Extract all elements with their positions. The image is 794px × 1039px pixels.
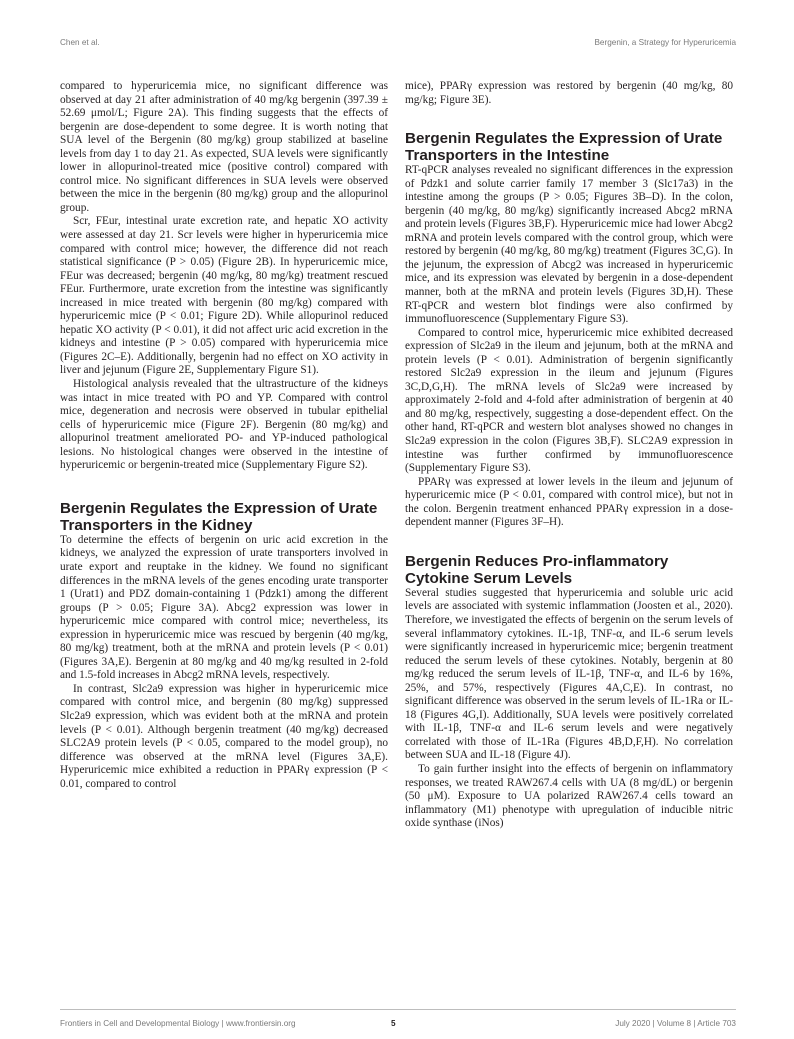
left-column xyxy=(60,80,388,791)
paragraph: mice), PPARγ expression was restored by bergenin (40 mg/kg, 80 mg/kg; Figure 3E). xyxy=(405,80,733,106)
paragraph: In contrast, Slc2a9 expression was higher in hyperuricemic mice compared with control mice, and bergenin (80 mg/kg) suppressed Slc2a9 expression, which was evident both at the mRNA and protein levels (P < 0.01). Although bergenin treatment (40 mg/kg) decreased SLC2A9 protein levels (P < 0.05, compared to the model group), no difference was observed at the mRNA level (Figures 3A,E). Hyperuricemic mice exhibited a reduction in PPARγ expression (P < 0.01, compared to control xyxy=(60,682,388,790)
paragraph: RT-qPCR analyses revealed no significant differences in the expression of Pdzk1 and solute carrier family 17 member 3 (Slc17a3) in the intestine among the groups (P > 0.05; Figures 3B–D). In the colon, bergenin (40 mg/kg, 80 mg/kg) significantly increased Abcg2 mRNA and protein levels (Figures 3B,F). Hyperuricemic mice had lower Abcg2 mRNA and protein levels compared with the control group, which were restored by bergenin (40 mg/kg, 80 mg/kg) treatment (Figures 3C,G). In the jejunum, the expression of Abcg2 was increased in hyperuricemic mice, and its expression was elevated by bergenin in a dose-dependent manner, both at the mRNA and protein levels (Figures 3D,H). These RT-qPCR and western blot findings were also confirmed by immunofluorescence (Supplementary Figure S3). xyxy=(405,164,733,326)
paragraph: Compared to control mice, hyperuricemic mice exhibited decreased expression of Slc2a9 in the ileum and jejunum, both at the mRNA and protein levels (P < 0.01). Administration of bergenin significantly restored Slc2a9 expression in the ileum and jejunum (Figures 3C,D,G,H). The mRNA levels of Slc2a9 were increased by approximately 2-fold and 4-fold after administration of bergenin at 40 and 80 mg/kg, respectively, suggesting a dose-dependent effect. On the other hand, RT-qPCR and western blot analyses showed no changes in Slc2a9 expression in the colon (Figures 3B,F). SLC2A9 expression in intestine was further confirmed by immunofluorescence (Supplementary Figure S3). xyxy=(405,326,733,475)
footer-divider xyxy=(60,1009,736,1010)
paragraph: To gain further insight into the effects of bergenin on inflammatory responses, we treated RAW267.4 cells with UA (8 mg/dL) or bergenin (50 μM). Exposure to UA polarized RAW267.4 cells toward an inflammatory (M1) phenotype with upregulation of inducible nitric oxide synthase (iNos) xyxy=(405,762,733,830)
footer-journal-link[interactable]: Frontiers in Cell and Developmental Biology | www.frontiersin.org xyxy=(60,1019,296,1028)
paragraph: compared to hyperuricemia mice, no significant difference was observed at day 21 after administration of 40 mg/kg bergenin (397.39 ± 52.69 μmol/L; Figure 2A). This finding suggests that the effects of bergenin are dose-dependent to some degree. It is worth noting that SUA level of the Bergenin (80 mg/kg) group stabilized at baseline levels from day 1 to day 21. As expected, SUA levels were significantly lower in allopurinol-treated mice (positive control) compared with control mice. No significant differences in SUA levels were observed between the mice in the bergenin (80 mg/kg) group and the allopurinol group. xyxy=(60,80,388,214)
paragraph: PPARγ was expressed at lower levels in the ileum and jejunum of hyperuricemic mice (P < 0.01, compared with control mice), but not in the colon. Bergenin treatment enhanced PPARγ expression in a dose-dependent manner (Figures 3F–H). xyxy=(405,475,733,529)
paragraph: Several studies suggested that hyperuricemia and soluble uric acid levels are associated with systemic inflammation (Joosten et al., 2020). Therefore, we investigated the effects of bergenin on the serum levels of several inflammatory cytokines. IL-1β, TNF-α, and IL-6 serum levels were significantly increased in hyperuricemic mice; bergenin treatment reduced the serum levels of these cytokines. Notably, bergenin at 80 mg/kg reduced the serum levels of IL-1β, TNF-α, and IL-6 by 16%, 25%, and 57%, respectively (Figures 4A,C,E). In contrast, no significant difference was observed in the serum levels of IL-1Ra or IL-18 (Figures 4G,I). Additionally, SUA levels were positively correlated with IL-1β, TNF-α and IL-6 serum levels and were negatively correlated with those of IL-1Ra (Figures 4B,D,F,H). No correlation between SUA and IL-18 (Figure 4J). xyxy=(405,586,733,762)
footer-issue-info: July 2020 | Volume 8 | Article 703 xyxy=(615,1019,736,1028)
paragraph: To determine the effects of bergenin on uric acid excretion in the kidneys, we analyzed the expression of urate transporters involved in urate export and reuptake in the kidney. We found no significant differences in the mRNA levels of the genes encoding urate transporter 1 (Urat1) and PDZ domain-containing 1 (Pdzk1) among the different groups (P > 0.05; Figure 3A). Abcg2 expression was lower in hyperuricemic mice compared with control mice; nevertheless, its expression in hyperuricemic mice was rescued by bergenin (40 mg/kg, 80 mg/kg) treatment, both at the mRNA and protein levels (P < 0.01) (Figures 3A,E). Bergenin at 80 mg/kg and 40 mg/kg resulted in 2-fold and 1.5-fold increases in Abcg2 mRNA levels, respectively. xyxy=(60,533,388,682)
section-heading-kidney: Bergenin Regulates the Expression of Urate Transporters in the Kidney xyxy=(60,499,378,534)
running-header-authors: Chen et al. xyxy=(60,38,100,47)
page-number: 5 xyxy=(391,1019,396,1028)
section-heading-intestine: Bergenin Regulates the Expression of Urate Transporters in the Intestine xyxy=(405,130,723,165)
section-heading-cytokine: Bergenin Reduces Pro-inflammatory Cytokine Serum Levels xyxy=(405,552,669,587)
paragraph: Histological analysis revealed that the ultrastructure of the kidneys was intact in mice treated with PO and YP. Compared with control mice, degeneration and necrosis were observed in tubular epithelial cells of hyperuricemic mice (Figure 2F). Bergenin (80 mg/kg) and allopurinol treatment ameliorated PO- and YP-induced pathological lesions. No histological changes were observed in the intestine of hyperuricemic or bergenin-treated mice (Supplementary Figure S2). xyxy=(60,378,388,472)
paragraph: Scr, FEur, intestinal urate excretion rate, and hepatic XO activity were assessed at day 21. Scr levels were higher in hyperuricemia mice compared with control mice; however, the difference did not reach statistical significance (P > 0.05) (Figure 2B). In hyperuricemic mice, FEur was decreased; bergenin (40 mg/kg, 80 mg/kg) treatment rescued FEur. Furthermore, urate excretion from the intestine was significantly increased in mice treated with bergenin (80 mg/kg) compared with hyperuricemic mice (P < 0.01; Figure 2D). While allopurinol reduced hepatic XO activity (P < 0.01), it did not affect uric acid excretion in the kidneys and intestine (P > 0.05) compared with hyperuricemia mice (Figures 2C–E). Additionally, bergenin had no effect on XO activity in liver and jejunum (Figure 2E, Supplementary Figure S1). xyxy=(60,215,388,377)
running-header-title: Bergenin, a Strategy for Hyperuricemia xyxy=(594,38,736,47)
right-column xyxy=(405,80,733,831)
